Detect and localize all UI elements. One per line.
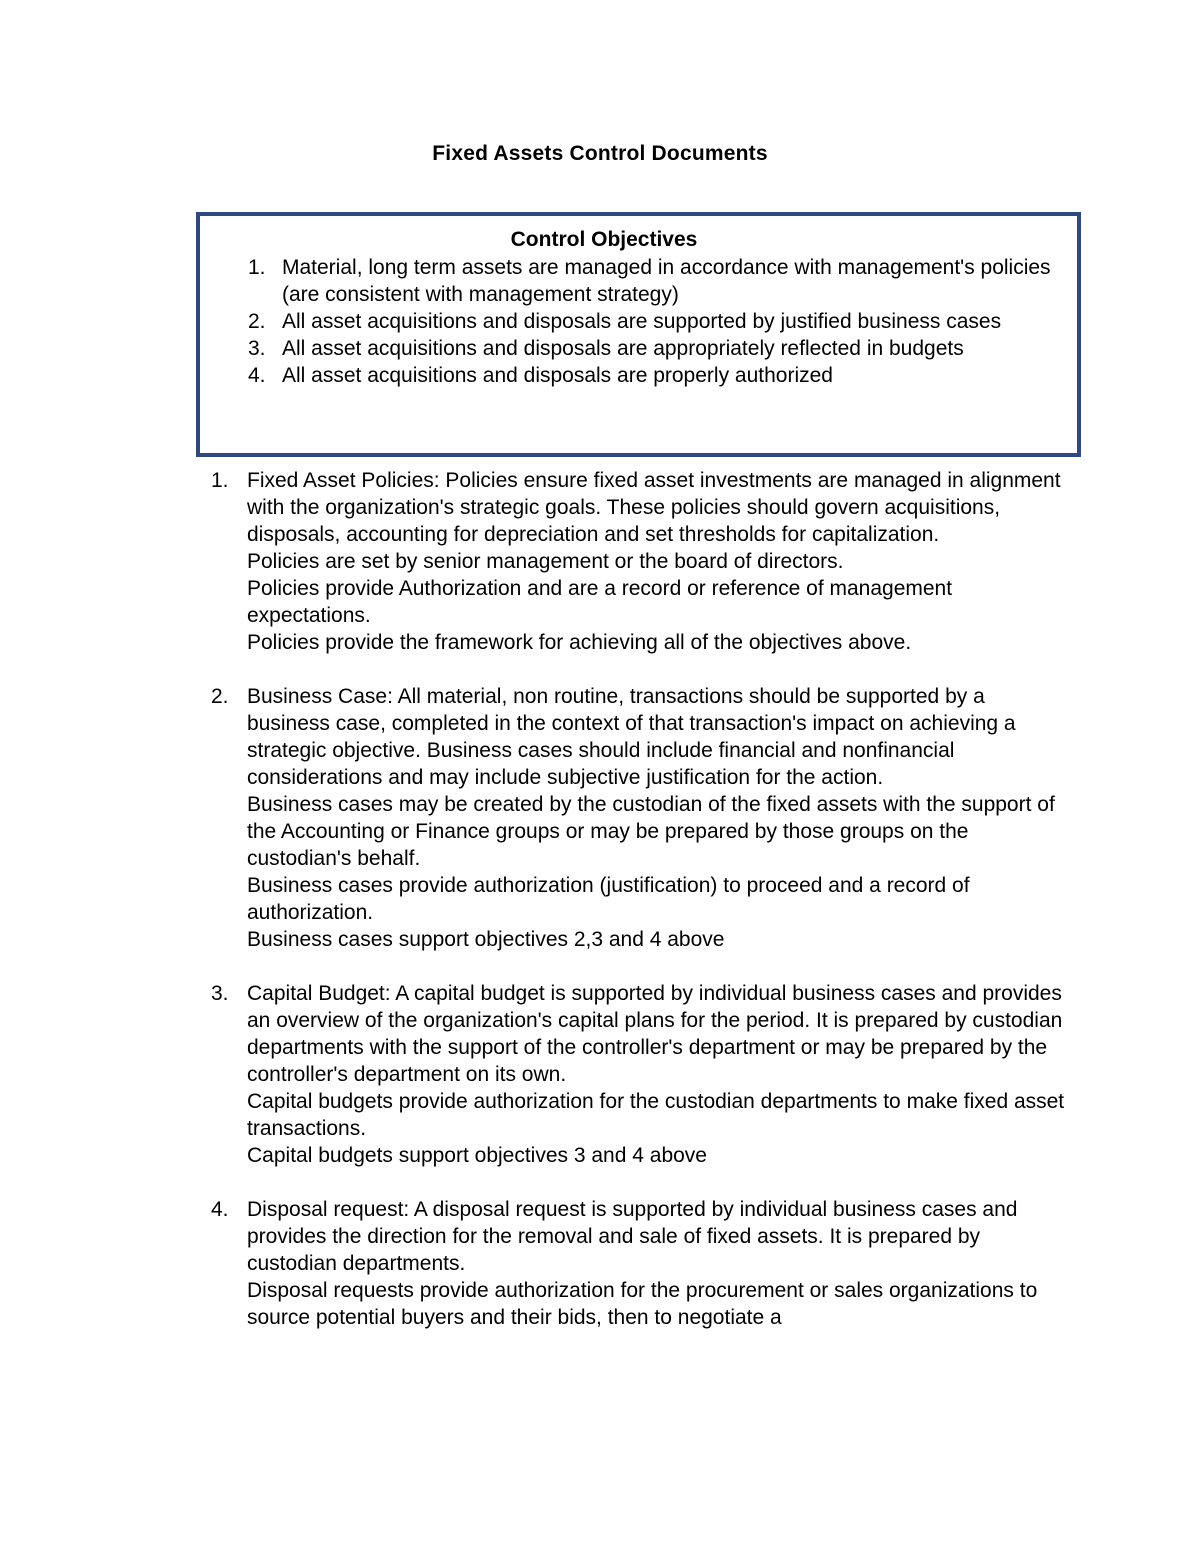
- document-paragraph: Disposal request: A disposal request is supported by individual business cases and provides the direction for the removal and sale of fixed assets. It is prepared by custodian departments.: [247, 1198, 1018, 1275]
- document-paragraph: Business cases support objectives 2,3 and 4 above: [247, 928, 725, 951]
- objective-text: Material, long term assets are managed in accordance with management's policies (are consistent with management strategy): [282, 256, 1051, 306]
- page-title: Fixed Assets Control Documents: [432, 142, 768, 165]
- control-objectives-heading: Control Objectives: [510, 228, 698, 251]
- document-paragraph: Capital budgets provide authorization for the custodian departments to make fixed asset transactions.: [247, 1090, 1065, 1140]
- control-documents-list: [0, 467, 1200, 1358]
- document-number: 2.: [211, 685, 229, 708]
- document-item-fixed-asset-policies: [0, 467, 1067, 656]
- document-paragraph: Policies are set by senior management or the board of directors.: [247, 550, 844, 573]
- document-paragraph: Disposal requests provide authorization for the procurement or sales organizations to source potential buyers and their bids, then to negotiate a: [247, 1279, 1038, 1329]
- document-paragraph: Capital budgets support objectives 3 and 4 above: [247, 1144, 707, 1167]
- objective-item: [200, 362, 1077, 389]
- document-number: 4.: [211, 1198, 229, 1221]
- document-item-business-case: [0, 683, 1067, 953]
- document-item-capital-budget: [0, 980, 1067, 1169]
- document-number: 3.: [211, 982, 229, 1005]
- objective-number: 2.: [248, 310, 266, 333]
- document-paragraph: Business cases provide authorization (justification) to proceed and a record of authorization.: [247, 874, 970, 924]
- control-objectives-box: [196, 212, 1081, 457]
- objective-item: [200, 254, 1077, 308]
- document-number: 1.: [211, 469, 229, 492]
- control-objectives-list: [200, 254, 1077, 389]
- document-paragraph: Policies provide the framework for achieving all of the objectives above.: [247, 631, 912, 654]
- objective-number: 1.: [248, 256, 266, 279]
- objective-text: All asset acquisitions and disposals are appropriately reflected in budgets: [282, 337, 964, 360]
- document-paragraph: Fixed Asset Policies: Policies ensure fixed asset investments are managed in alignment with the organization's strategic goals. These policies should govern acquisitions, disposals, accounting for depreciation and set thresholds for capitalization.: [247, 469, 1061, 546]
- document-item-disposal-request: [0, 1196, 1067, 1331]
- document-paragraph: Policies provide Authorization and are a record or reference of management expectations.: [247, 577, 953, 627]
- document-paragraph: Business Case: All material, non routine, transactions should be supported by a business case, completed in the context of that transaction's impact on achieving a strategic objective. Business cases should include financial and nonfinancial considerations and may include subjective justification for the action.: [247, 685, 1016, 789]
- objective-item: [200, 308, 1077, 335]
- objective-number: 4.: [248, 364, 266, 387]
- objective-text: All asset acquisitions and disposals are properly authorized: [282, 364, 833, 387]
- objective-text: All asset acquisitions and disposals are supported by justified business cases: [282, 310, 1002, 333]
- document-paragraph: Capital Budget: A capital budget is supported by individual business cases and provides an overview of the organization's capital plans for the period. It is prepared by custodian departments with the support of the controller's department or may be prepared by the controller's department on its own.: [247, 982, 1063, 1086]
- document-paragraph: Business cases may be created by the custodian of the fixed assets with the support of the Accounting or Finance groups or may be prepared by those groups on the custodian's behalf.: [247, 793, 1055, 870]
- objective-item: [200, 335, 1077, 362]
- objective-number: 3.: [248, 337, 266, 360]
